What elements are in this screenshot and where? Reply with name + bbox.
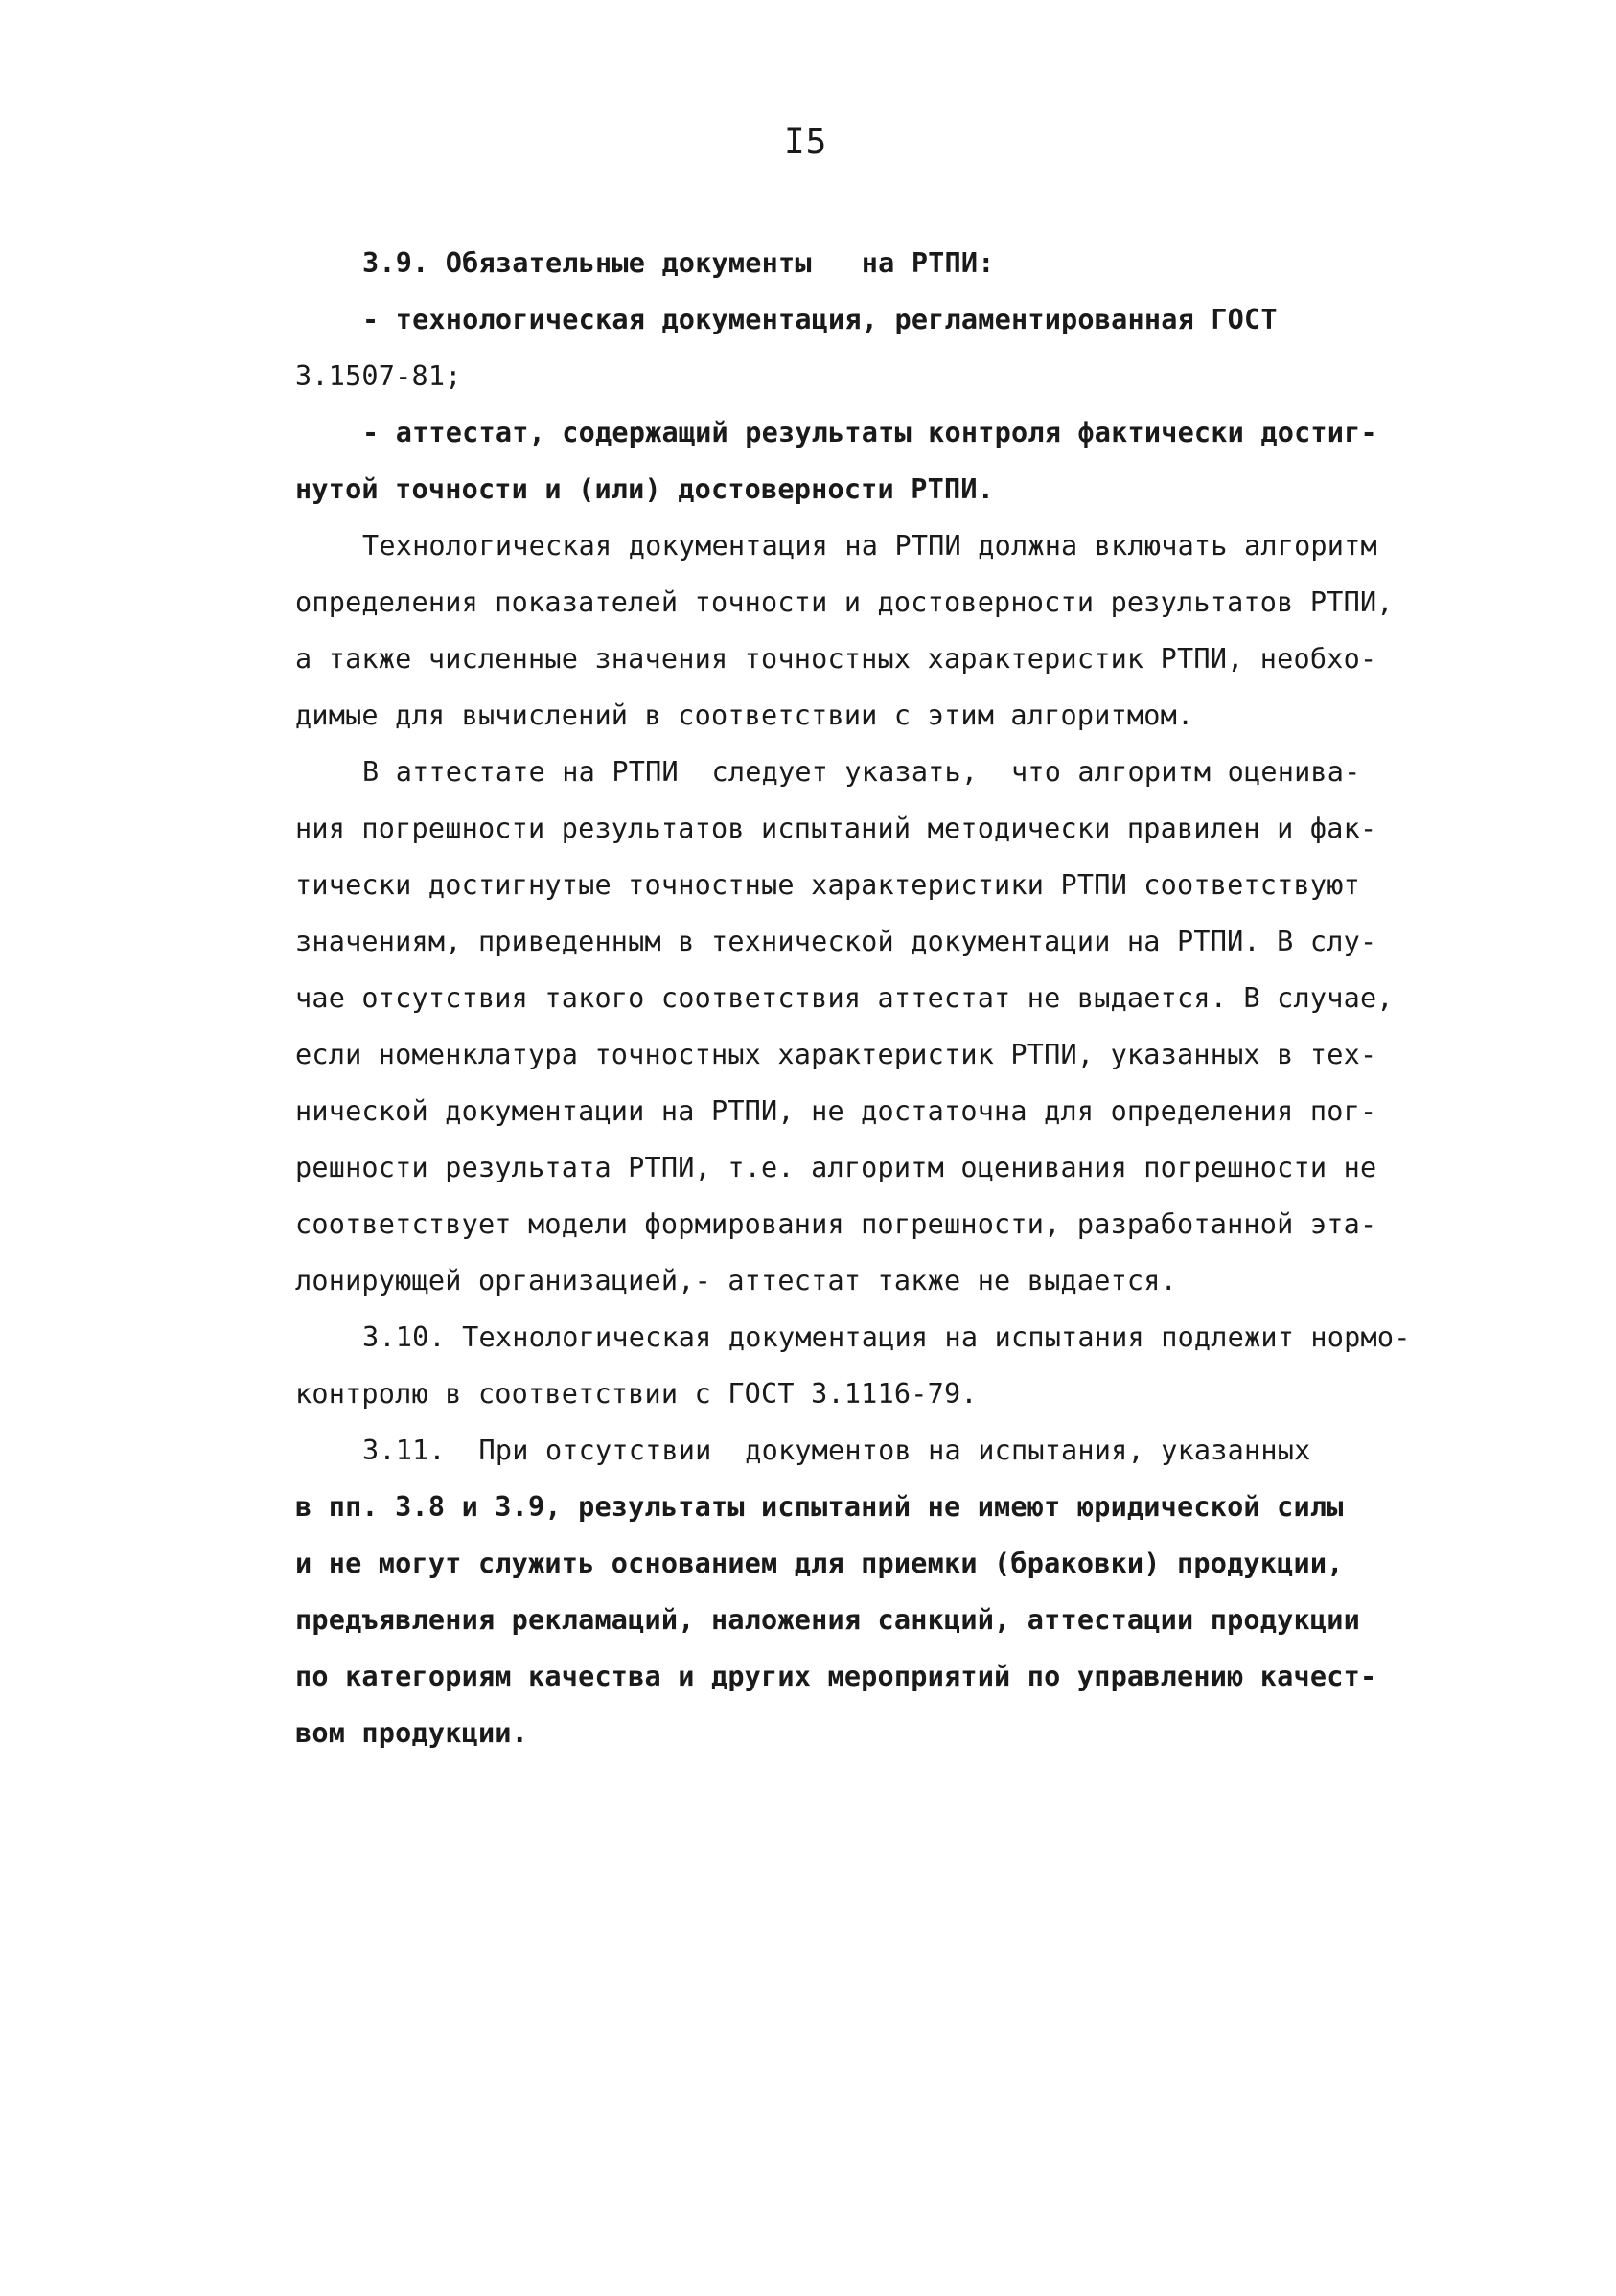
text-line: соответствует модели формирования погрешности, разработанной эта- <box>295 1208 1377 1240</box>
text-line: ния погрешности результатов испытаний методически правилен и фак- <box>295 813 1377 844</box>
text-line: в пп. 3.8 и 3.9, результаты испытаний не имеют юридической силы <box>295 1491 1344 1523</box>
text-line: и не могут служить основанием для приемки (браковки) продукции, <box>295 1548 1344 1579</box>
text-line: чае отсутствия такого соответствия аттестат не выдается. В случае, <box>295 982 1394 1014</box>
text-line: контролю в соответствии с ГОСТ 3.1116-79. <box>295 1378 978 1410</box>
text-line: Технологическая документация на РТПИ должна включать алгоритм <box>362 530 1377 562</box>
text-line: если номенклатура точностных характеристик РТПИ, указанных в тех- <box>295 1039 1377 1070</box>
text-line: лонирующей организацией,- аттестат также не выдается. <box>295 1265 1177 1297</box>
text-line: нической документации на РТПИ, не достаточна для определения пог- <box>295 1095 1377 1127</box>
text-line: тически достигнутые точностные характеристики РТПИ соответствуют <box>295 869 1360 901</box>
document-body <box>295 235 1436 1761</box>
page-number: Ι5 <box>784 123 828 162</box>
text-line: 3.11. При отсутствии документов на испытания, указанных <box>362 1435 1311 1466</box>
text-line: вом продукции. <box>295 1717 529 1749</box>
text-line: 3.9. Обязательные документы на РТПИ: <box>362 247 995 279</box>
text-line: значениям, приведенным в технической документации на РТПИ. В слу- <box>295 926 1377 957</box>
text-line: предъявления рекламаций, наложения санкций, аттестации продукции <box>295 1604 1360 1636</box>
text-line: димые для вычислений в соответствии с этим алгоритмом. <box>295 700 1194 731</box>
text-line: решности результата РТПИ, т.е. алгоритм оценивания погрешности не <box>295 1152 1377 1183</box>
text-line: определения показателей точности и достоверности результатов РТПИ, <box>295 586 1394 618</box>
text-line: 3.1507-81; <box>295 360 462 392</box>
text-line: по категориям качества и других мероприятий по управлению качест- <box>295 1661 1377 1692</box>
text-line: нутой точности и (или) достоверности РТПИ. <box>295 473 995 505</box>
text-line: В аттестате на РТПИ следует указать, что алгоритм оценива- <box>362 756 1361 788</box>
text-line: - аттестат, содержащий результаты контроля фактически достиг- <box>362 417 1377 448</box>
text-line: 3.10. Технологическая документация на испытания подлежит нормо- <box>362 1321 1411 1353</box>
text-line: а также численные значения точностных характеристик РТПИ, необхо- <box>295 643 1377 675</box>
text-line: - технологическая документация, регламентированная ГОСТ <box>362 304 1278 335</box>
